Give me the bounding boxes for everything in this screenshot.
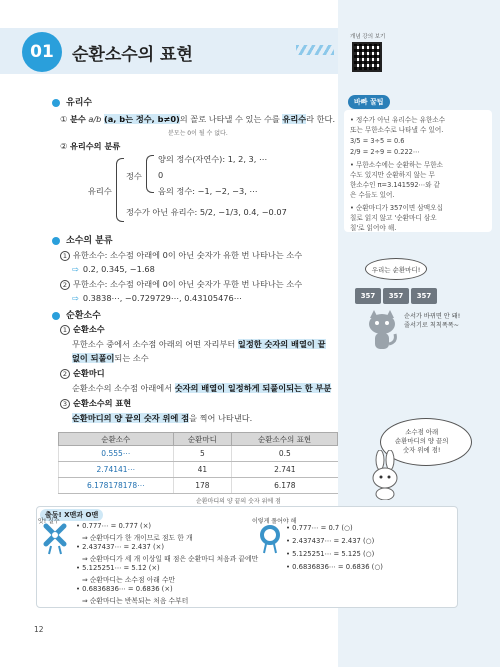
qr-code-icon[interactable]	[352, 42, 382, 72]
x-man-label: 앗! 실수	[38, 518, 60, 525]
bullet-icon	[52, 99, 60, 107]
x-mistake-reason: ⇒ 순환마디는 소수점 아래 수만	[82, 576, 176, 584]
table-header: 순환소수	[59, 433, 174, 446]
repeating-item1-line2: 없이 되풀이되는 소수	[72, 353, 149, 363]
tree-root: 유리수	[88, 186, 112, 196]
rational-classification-title: ② 유리수의 분류	[60, 141, 121, 151]
denominator-note: 분모는 0이 될 수 없다.	[168, 130, 228, 137]
o-correct-line: • 0.6836836⋯ = 0.68̇36̇ (○)	[286, 563, 383, 571]
repeating-decimal-table	[58, 432, 338, 494]
o-correct-line: • 5.125251⋯ = 5.12̇5̇ (○)	[286, 550, 375, 558]
infinite-decimal-definition: 2 무한소수: 소수점 아래에 0이 아닌 숫자가 무한 번 나타나는 소수	[60, 279, 302, 290]
repeating-item2-line: 순환소수의 소수점 아래에서 숫자의 배열이 일정하게 되풀이되는 한 부분	[72, 383, 332, 393]
page-number: 12	[34, 625, 44, 634]
repeating-item1-title: 1 순환소수	[60, 324, 105, 335]
tip-line: • 순환마디가 357이면 삼맥오십	[350, 204, 443, 212]
tip-line: 3/5 = 3÷5 = 0.6	[350, 137, 405, 145]
x-mistake-reason: ⇒ 순환마디가 세 개 이상일 때 점은 순환마디 처음과 끝에만	[82, 555, 259, 563]
cat-character-icon	[364, 308, 400, 356]
bullet-icon	[52, 237, 60, 245]
x-man-icon	[42, 522, 68, 556]
tip-line: 또는 무한소수로 나타낼 수 있어.	[350, 126, 444, 134]
o-correct-line: • 0.777⋯ = 0.7̇ (○)	[286, 524, 353, 532]
tip-line: 한소수인 π=3.141592⋯와 같	[350, 181, 440, 189]
tip-line: 은 수들도 있어.	[350, 191, 395, 199]
section-decimal-title: 소수의 분류	[52, 233, 113, 246]
table-header: 순환마디	[173, 433, 232, 446]
page-title: 순환소수의 표현	[72, 45, 193, 65]
rabbit-character-icon	[360, 450, 410, 500]
table-note: 순환마디의 양 끝의 숫자 위에 점	[196, 498, 281, 505]
tip-line: 칠'로 읽어야 해.	[350, 224, 397, 232]
cat-speech-bubble: 우리는 순환마디!	[365, 258, 427, 280]
o-correct-line: • 2.437437⋯ = 2.4̇37̇ (○)	[286, 537, 375, 545]
tree-integer: 정수	[126, 171, 142, 181]
finite-decimal-example: ⇨ 0.2, 0.345, −1.68	[72, 264, 155, 274]
tip-line: 2/9 = 2÷9 = 0.222⋯	[350, 148, 420, 156]
bullet-icon	[52, 312, 60, 320]
table-row: 2.74141⋯ 41 2.74̇1̇	[59, 462, 338, 478]
tree-negative: 음의 정수: −1, −2, −3, ⋯	[158, 186, 258, 196]
repeating-item2-title: 2 순환마디	[60, 368, 105, 379]
x-mistake-line: • 0.777⋯ = 0.7̇7̇7̇ (×)	[76, 522, 152, 530]
x-mistake-line: • 2.437437⋯ = 2.4̇37̇ (×)	[76, 543, 165, 551]
tip-line: • 무한소수에는 순환하는 무한소	[350, 161, 443, 169]
tree-zero: 0	[158, 170, 164, 180]
table-row: 6.178178178⋯ 178 6.1̇78̇	[59, 478, 338, 494]
x-mistake-reason: ⇒ 순환마디가 한 개이므로 점도 한 개	[82, 534, 193, 542]
finite-decimal-definition: 1 유한소수: 소수점 아래에 0이 아닌 숫자가 유한 번 나타나는 소수	[60, 250, 302, 261]
cat-speech: 순서가 바뀌면 안 돼! 줄서기로 칙칙폭폭~	[404, 313, 461, 329]
table-row: 0.555⋯ 5 0.5̇	[59, 446, 338, 462]
tip-badge: 바빠 꿀팁	[348, 95, 390, 109]
qr-label: 개념 강의 보기	[350, 34, 386, 40]
repeating-item3-title: 3 순환소수의 표현	[60, 398, 131, 409]
train-car: 357	[355, 288, 381, 304]
o-man-icon	[258, 524, 282, 554]
train-car: 357	[383, 288, 409, 304]
tree-non-integer: 정수가 아닌 유리수: 5/2, −1/3, 0.4, −0.07	[126, 207, 287, 217]
rational-definition: ① 분수 a/b (a, b는 정수, b≠0)의 꼴로 나타낼 수 있는 수를 유리수라 한다.	[60, 114, 336, 124]
section-rational-title: 유리수	[52, 95, 92, 108]
train-car: 357	[411, 288, 437, 304]
tip-line: 수도 있지만 순환하지 않는 무	[350, 171, 435, 179]
tree-positive: 양의 정수(자연수): 1, 2, 3, ⋯	[158, 154, 268, 164]
decorative-stripes	[296, 45, 334, 55]
rabbit-speech: 소수점 아래 순환마디의 양 끝의 숫자 위에 점!	[395, 428, 449, 454]
table-header: 순환소수의 표현	[232, 433, 338, 446]
common-mistakes-tag: 출동! X맨과 O맨	[40, 509, 103, 521]
repeating-item3-line: 순환마디의 양 끝의 숫자 위에 점을 찍어 나타낸다.	[72, 413, 253, 423]
repeating-item1-line1: 무한소수 중에서 소수점 아래의 어떤 자리부터 일정한 숫자의 배열이 끝	[72, 339, 326, 349]
tip-line: • 정수가 아닌 유리수는 유한소수	[350, 116, 446, 124]
x-mistake-line: • 0.6836836⋯ = 0.6̇83̇6 (×)	[76, 585, 173, 593]
tree-brace	[116, 158, 124, 222]
section-repeating-title: 순환소수	[52, 308, 101, 321]
x-mistake-reason: ⇒ 순환마디는 반복되는 처음 수부터	[82, 597, 189, 605]
tree-integer-brace	[146, 155, 154, 193]
x-mistake-line: • 5.125251⋯ = 5.1̇2̇ (×)	[76, 564, 160, 572]
section-number-badge: 01	[22, 32, 62, 72]
o-man-label: 이렇게 풀어야 해	[252, 518, 297, 525]
tip-line: 칠로 읽지 않고 '순환마디 삼오	[350, 214, 437, 222]
infinite-decimal-example: ⇨ 0.3838⋯, −0.729729⋯, 0.43105476⋯	[72, 293, 242, 303]
train-illustration	[355, 288, 437, 306]
